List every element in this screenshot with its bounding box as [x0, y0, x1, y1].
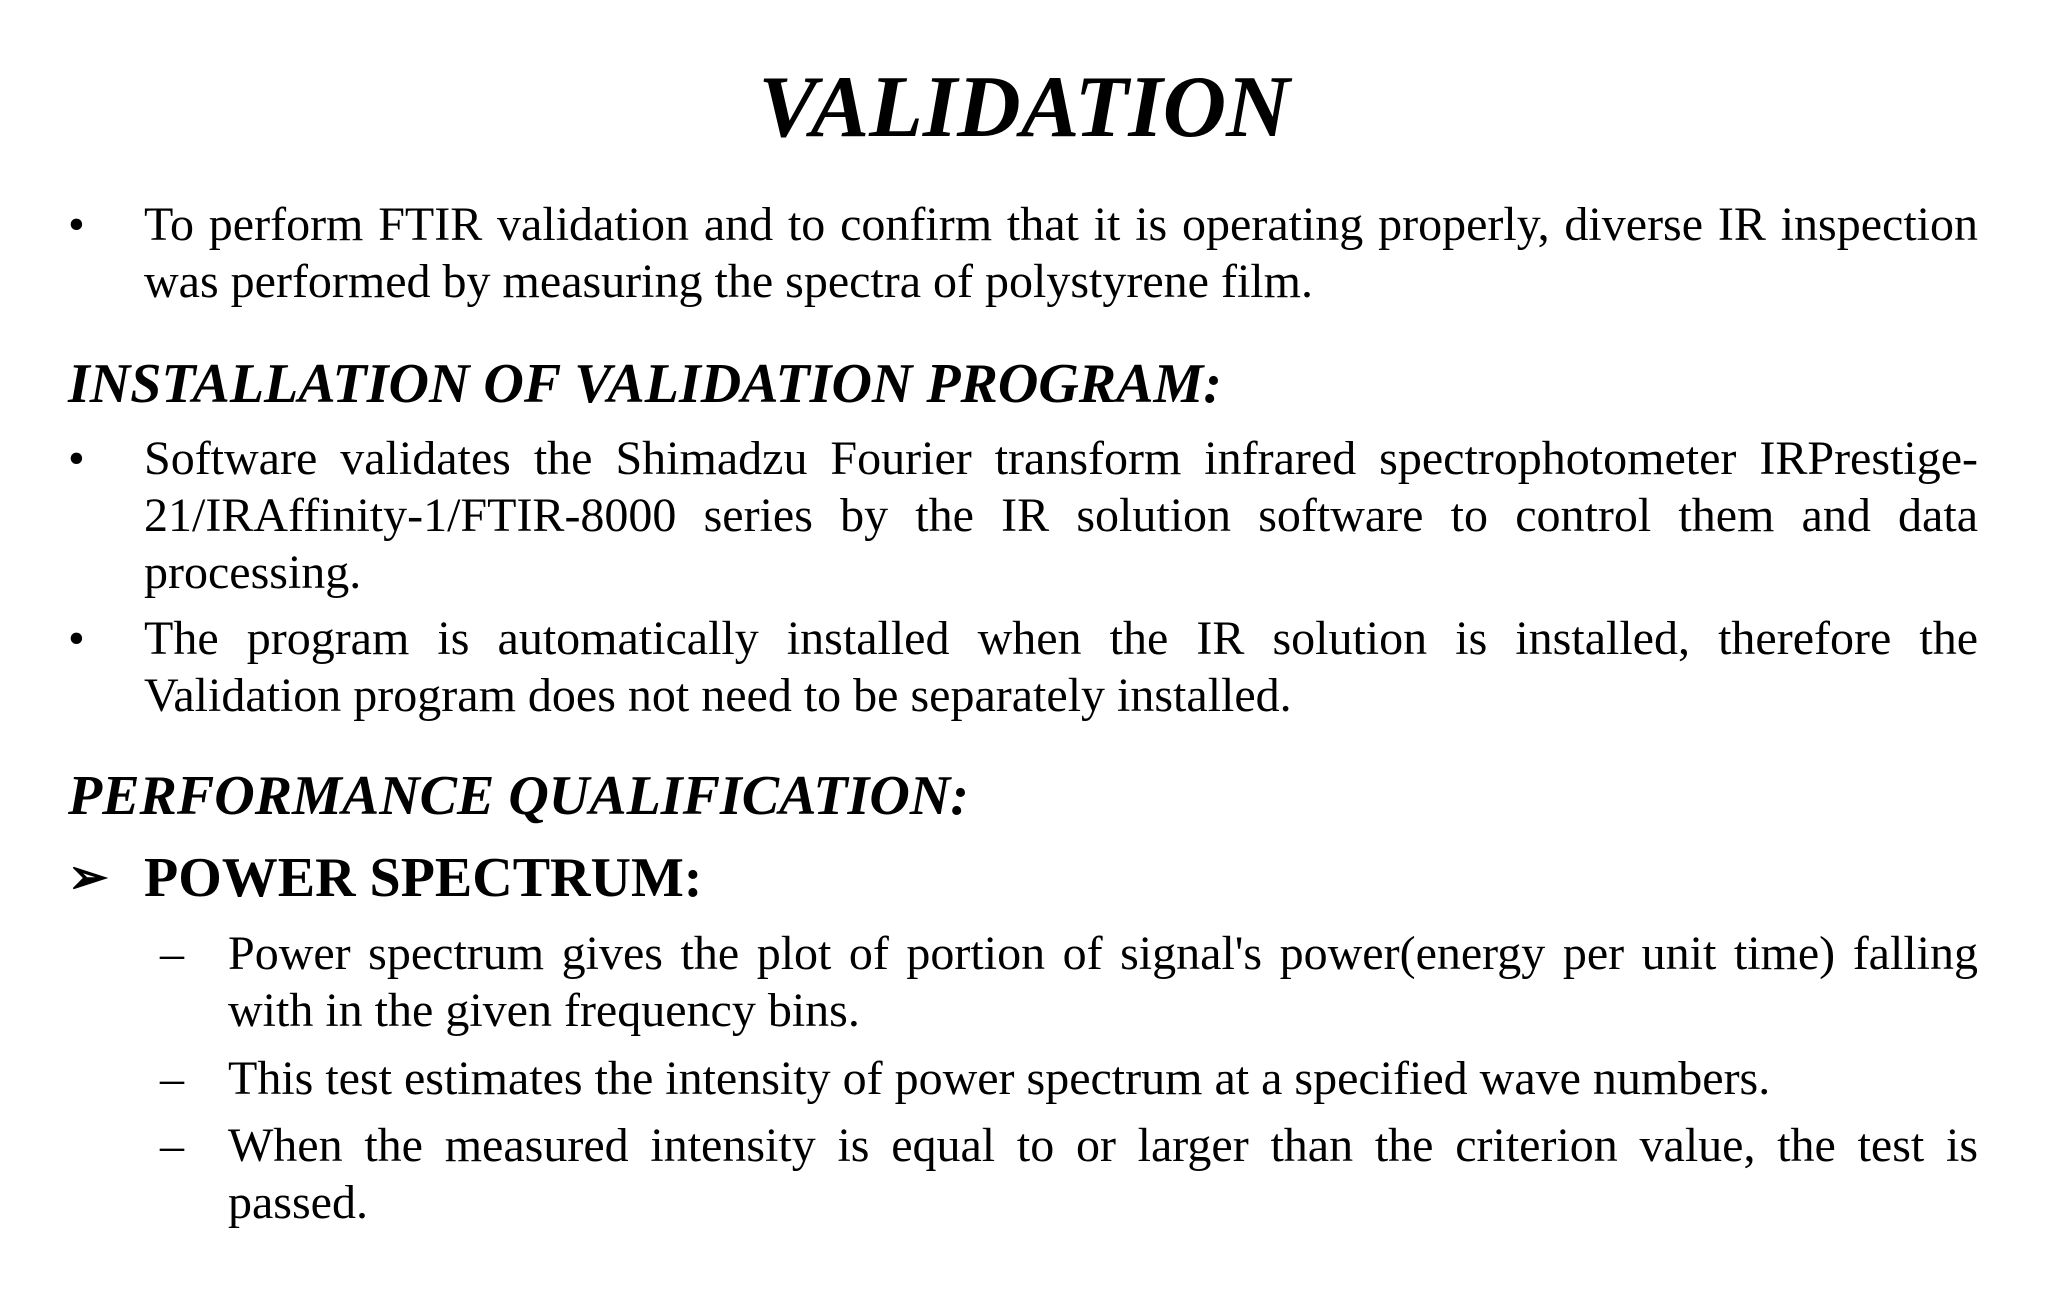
power-spectrum-item-2-text: This test estimates the intensity of power spectrum at a specified wave numbers.	[228, 1052, 1771, 1105]
dash-marker: –	[160, 927, 184, 980]
power-spectrum-item-3	[160, 1117, 1978, 1231]
bullet-marker: •	[68, 198, 85, 251]
intro-bullet-text: To perform FTIR validation and to confirm that it is operating properly, diverse IR inspection was performed by measuring the spectra of polystyrene film.	[144, 198, 1978, 308]
installation-heading: INSTALLATION OF VALIDATION PROGRAM:	[68, 353, 1222, 415]
power-spectrum-item-2	[160, 1050, 1978, 1107]
power-spectrum-item-1	[160, 925, 1978, 1039]
slide-title: VALIDATION	[758, 59, 1290, 156]
bullet-marker: •	[68, 612, 85, 665]
dash-marker: –	[160, 1052, 184, 1105]
power-spectrum-heading-text: POWER SPECTRUM:	[144, 847, 703, 909]
intro-bullet	[68, 196, 1978, 310]
power-spectrum-item-1-text: Power spectrum gives the plot of portion of signal's power(energy per unit time) falling with in the given frequency bins.	[228, 927, 1978, 1037]
installation-bullet-2	[68, 610, 1978, 724]
dash-marker: –	[160, 1119, 184, 1172]
bullet-marker: •	[68, 432, 85, 485]
installation-bullet-1-text: Software validates the Shimadzu Fourier transform infrared spectrophotometer IRPrestige-21/IRAffinity-1/FTIR-8000 series by the IR solution software to control them and data processing.	[144, 432, 1978, 599]
installation-bullet-1	[68, 430, 1978, 601]
installation-bullet-2-text: The program is automatically installed when the IR solution is installed, therefore the Validation program does not need to be separately installed.	[144, 612, 1978, 722]
power-spectrum-item-3-text: When the measured intensity is equal to or larger than the criterion value, the test is passed.	[228, 1119, 1978, 1229]
performance-heading: PERFORMANCE QUALIFICATION:	[68, 765, 969, 827]
power-spectrum-heading	[68, 846, 702, 910]
arrow-marker-icon: ➢	[68, 851, 109, 904]
